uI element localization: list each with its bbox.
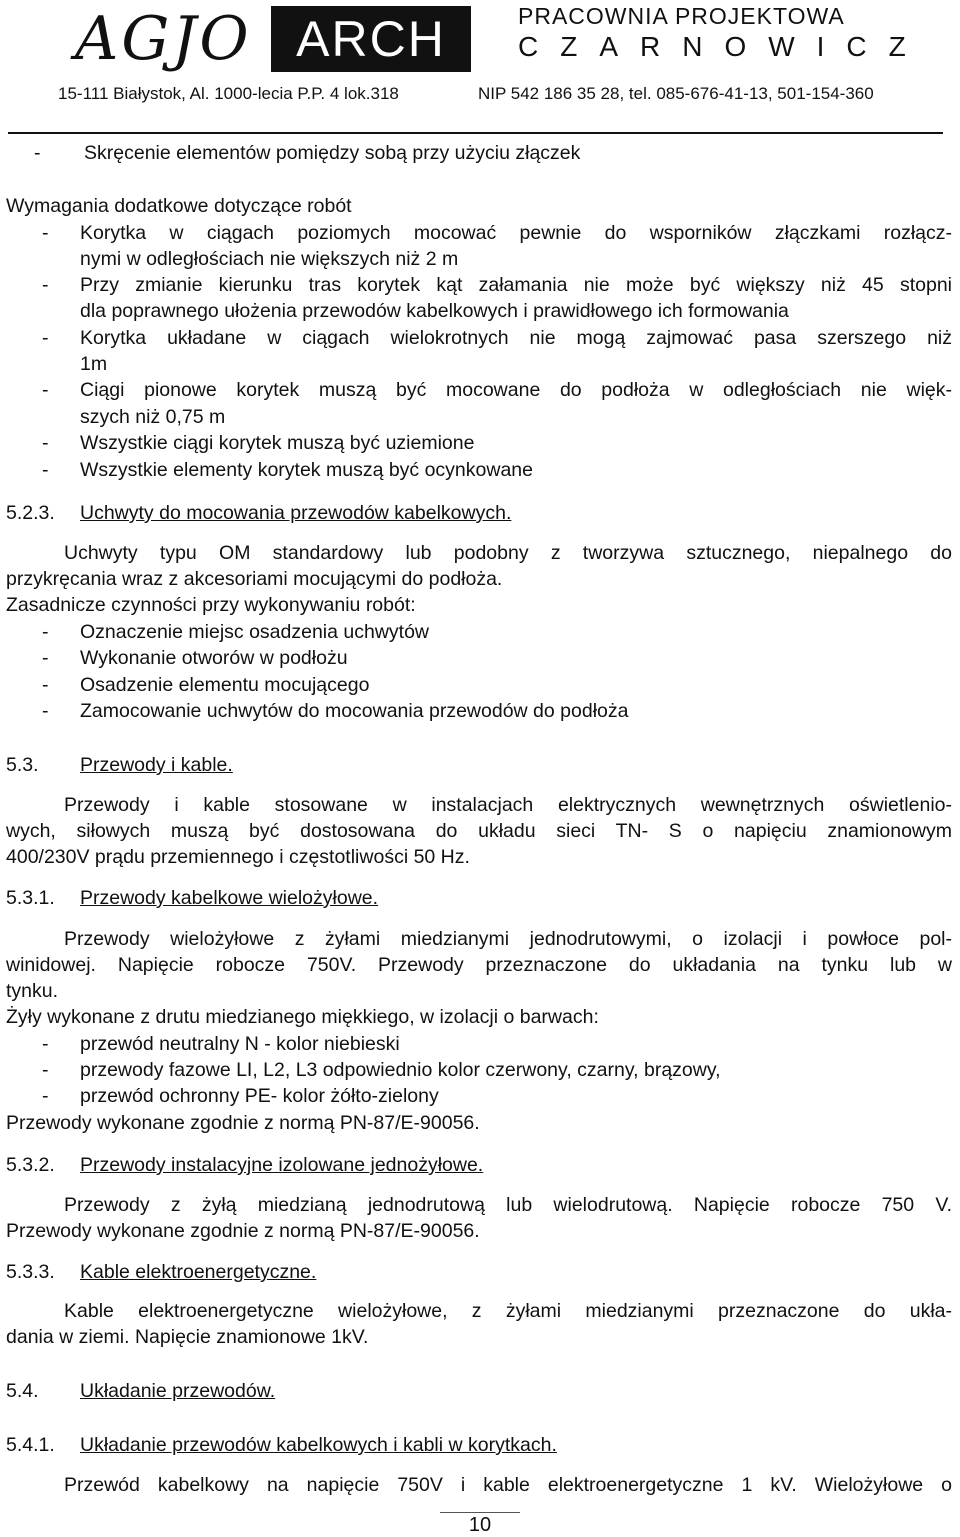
section-number: 5.2.3. [6, 502, 55, 524]
studio-address: 15-111 Białystok, Al. 1000-lecia P.P. 4 lok.318 [58, 84, 399, 103]
list-item: - [42, 647, 49, 669]
list-item: - [42, 1059, 49, 1081]
paragraph: Przewody wielożyłowe z żyłami miedzianymi jednodrutowymi, o izolacji i powłoce pol- [64, 928, 952, 950]
paragraph: Przewody wykonane zgodnie z normą PN-87/E-90056. [6, 1220, 480, 1242]
paragraph: Kable elektroenergetyczne wielożyłowe, z żyłami miedzianymi przeznaczone do ukła- [64, 1300, 952, 1322]
list-item-text: Zamocowanie uchwytów do mocowania przewodów do podłoża [80, 700, 629, 722]
paragraph: winidowej. Napięcie robocze 750V. Przewody przeznaczone do układania na tynku lub w [6, 954, 952, 976]
section-number: 5.3.2. [6, 1154, 55, 1176]
section-title: Przewody i kable. [80, 754, 233, 776]
logo-arch: ARCH [271, 6, 471, 72]
section-title: Przewody kabelkowe wielożyłowe. [80, 887, 379, 909]
studio-owner: CZARNOWICZ [518, 31, 928, 62]
paragraph: Przewody i kable stosowane w instalacjach elektrycznych wewnętrznych oświetlenio- [64, 794, 952, 816]
list-item-text: przewody fazowe LI, L2, L3 odpowiednio kolor czerwony, czarny, brązowy, [80, 1059, 721, 1081]
paragraph: Zasadnicze czynności przy wykonywaniu robót: [6, 594, 416, 616]
studio-name: PRACOWNIA PROJEKTOWA [518, 3, 845, 29]
list-item-text: Korytka w ciągach poziomych mocować pewnie do wsporników złączkami rozłącz- [80, 222, 952, 244]
paragraph: przykręcania wraz z akcesoriami mocującymi do podłoża. [6, 568, 503, 590]
header-divider [8, 132, 943, 134]
list-item-text: Korytka układane w ciągach wielokrotnych nie mogą zajmować pasa szerszego niż [80, 327, 952, 349]
paragraph: wych, siłowych muszą być dostosowana do układu sieci TN- S o napięciu znamionowym [6, 820, 952, 842]
list-item: - Skręcenie elementów pomiędzy sobą przy użyciu złączek [34, 142, 581, 164]
section-number: 5.3.3. [6, 1261, 55, 1283]
paragraph: Uchwyty typu OM standardowy lub podobny z tworzywa sztucznego, niepalnego do [64, 542, 952, 564]
list-item: - [42, 274, 49, 296]
list-item-text: Osadzenie elementu mocującego [80, 674, 370, 696]
list-item-text: Wszystkie elementy korytek muszą być ocynkowane [80, 459, 533, 481]
section-title: Uchwyty do mocowania przewodów kabelkowych. [80, 502, 512, 524]
studio-contact: NIP 542 186 35 28, tel. 085-676-41-13, 501-154-360 [478, 84, 874, 103]
list-item: - [42, 700, 49, 722]
paragraph: Żyły wykonane z drutu miedzianego miękkiego, w izolacji o barwach: [6, 1006, 599, 1028]
list-item: - [42, 1033, 49, 1055]
paragraph: Wymagania dodatkowe dotyczące robót [6, 195, 352, 217]
section-number: 5.4.1. [6, 1434, 55, 1456]
logo-agjo: AGJO [75, 4, 252, 74]
paragraph: Przewód kabelkowy na napięcie 750V i kable elektroenergetyczne 1 kV. Wielożyłowe o [64, 1474, 952, 1496]
list-item-text: nymi w odległościach nie większych niż 2 m [80, 248, 459, 270]
section-number: 5.4. [6, 1380, 39, 1402]
section-title: Kable elektroenergetyczne. [80, 1261, 317, 1283]
paragraph: Przewody wykonane zgodnie z normą PN-87/E-90056. [6, 1112, 480, 1134]
list-item-text: dla poprawnego ułożenia przewodów kabelkowych i prawidłowego ich formowania [80, 300, 789, 322]
section-title: Układanie przewodów. [80, 1380, 276, 1402]
list-item: - [42, 621, 49, 643]
list-item-text: 1m [80, 353, 108, 375]
list-item: - [42, 459, 49, 481]
list-item: - [42, 674, 49, 696]
list-item: - [42, 1085, 49, 1107]
section-title: Układanie przewodów kabelkowych i kabli w korytkach. [80, 1434, 557, 1456]
section-title: Przewody instalacyjne izolowane jednożyłowe. [80, 1154, 484, 1176]
paragraph: 400/230V prądu przemiennego i częstotliwości 50 Hz. [6, 846, 470, 868]
list-item-text: przewód ochronny PE- kolor żółto-zielony [80, 1085, 439, 1107]
list-item-text: szych niż 0,75 m [80, 406, 226, 428]
list-item-text: Przy zmianie kierunku tras korytek kąt załamania nie może być większy niż 45 stopni [80, 274, 952, 296]
list-item: - [42, 379, 49, 401]
paragraph: Przewody z żyłą miedzianą jednodrutową lub wielodrutową. Napięcie robocze 750 V. [64, 1194, 952, 1216]
section-number: 5.3. [6, 754, 39, 776]
page-number: 10 [468, 1514, 492, 1536]
list-item-text: Wykonanie otworów w podłożu [80, 647, 348, 669]
list-item-text: Ciągi pionowe korytek muszą być mocowane do podłoża w odległościach nie więk- [80, 379, 952, 401]
paragraph: dania w ziemi. Napięcie znamionowe 1kV. [6, 1326, 369, 1348]
list-item-text: przewód neutralny N - kolor niebieski [80, 1033, 400, 1055]
list-item-text: Wszystkie ciągi korytek muszą być uziemione [80, 432, 475, 454]
list-item: - [42, 327, 49, 349]
list-item-text: Oznaczenie miejsc osadzenia uchwytów [80, 621, 430, 643]
section-number: 5.3.1. [6, 887, 55, 909]
list-item: - [42, 432, 49, 454]
letterhead [0, 0, 960, 125]
list-item: - [42, 222, 49, 244]
paragraph: tynku. [6, 980, 59, 1002]
